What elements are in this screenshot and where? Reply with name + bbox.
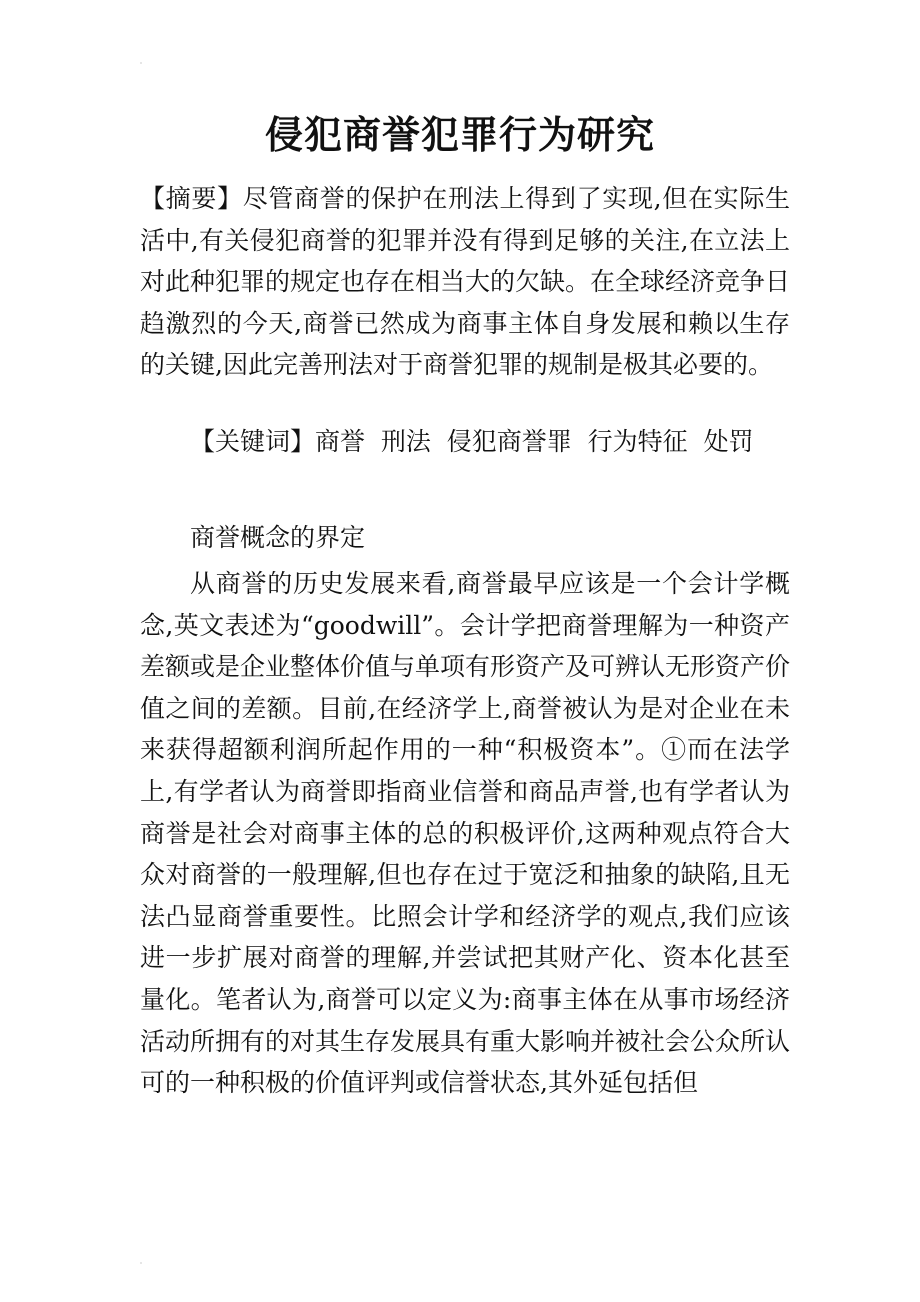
abstract-paragraph: 【摘要】尽管商誉的保护在刑法上得到了实现,但在实际生活中,有关侵犯商誉的犯罪并没有得到足够的关注,在立法上对此种犯罪的规定也存在相当大的欠缺。在全球经济竞争日趋激烈的今天,商誉已然成为商事主体自身发展和赖以生存的关键,因此完善刑法对于商誉犯罪的规制是极其必要的。: [140, 184, 791, 380]
keywords-line: 【关键词】商誉 刑法 侵犯商誉罪 行为特征 处罚: [190, 427, 754, 456]
page-corner-mark: [140, 1262, 142, 1264]
document-title: 侵犯商誉犯罪行为研究: [264, 112, 655, 157]
page-corner-mark: [140, 62, 142, 64]
section-heading: 商誉概念的界定: [190, 523, 366, 552]
body-paragraph: 从商誉的历史发展来看,商誉最早应该是一个会计学概念,英文表述为“goodwill”。会计学把商誉理解为一种资产差额或是企业整体价值与单项有形资产及可辨认无形资产价值之间的差额。目前,在经济学上,商誉被认为是对企业在未来获得超额利润所起作用的一种“积极资本”。①而在法学上,有学者认为商誉即指商业信誉和商品声誉,也有学者认为商誉是社会对商事主体的总的积极评价,这两种观点符合大众对商誉的一般理解,但也存在过于宽泛和抽象的缺陷,且无法凸显商誉重要性。比照会计学和经济学的观点,我们应该进一步扩展对商誉的理解,并尝试把其财产化、资本化甚至量化。笔者认为,商誉可以定义为:商事主体在从事市场经济活动所拥有的对其生存发展具有重大影响并被社会公众所认可的一种积极的价值评判或信誉状态,其外延包括但: [140, 569, 791, 1098]
